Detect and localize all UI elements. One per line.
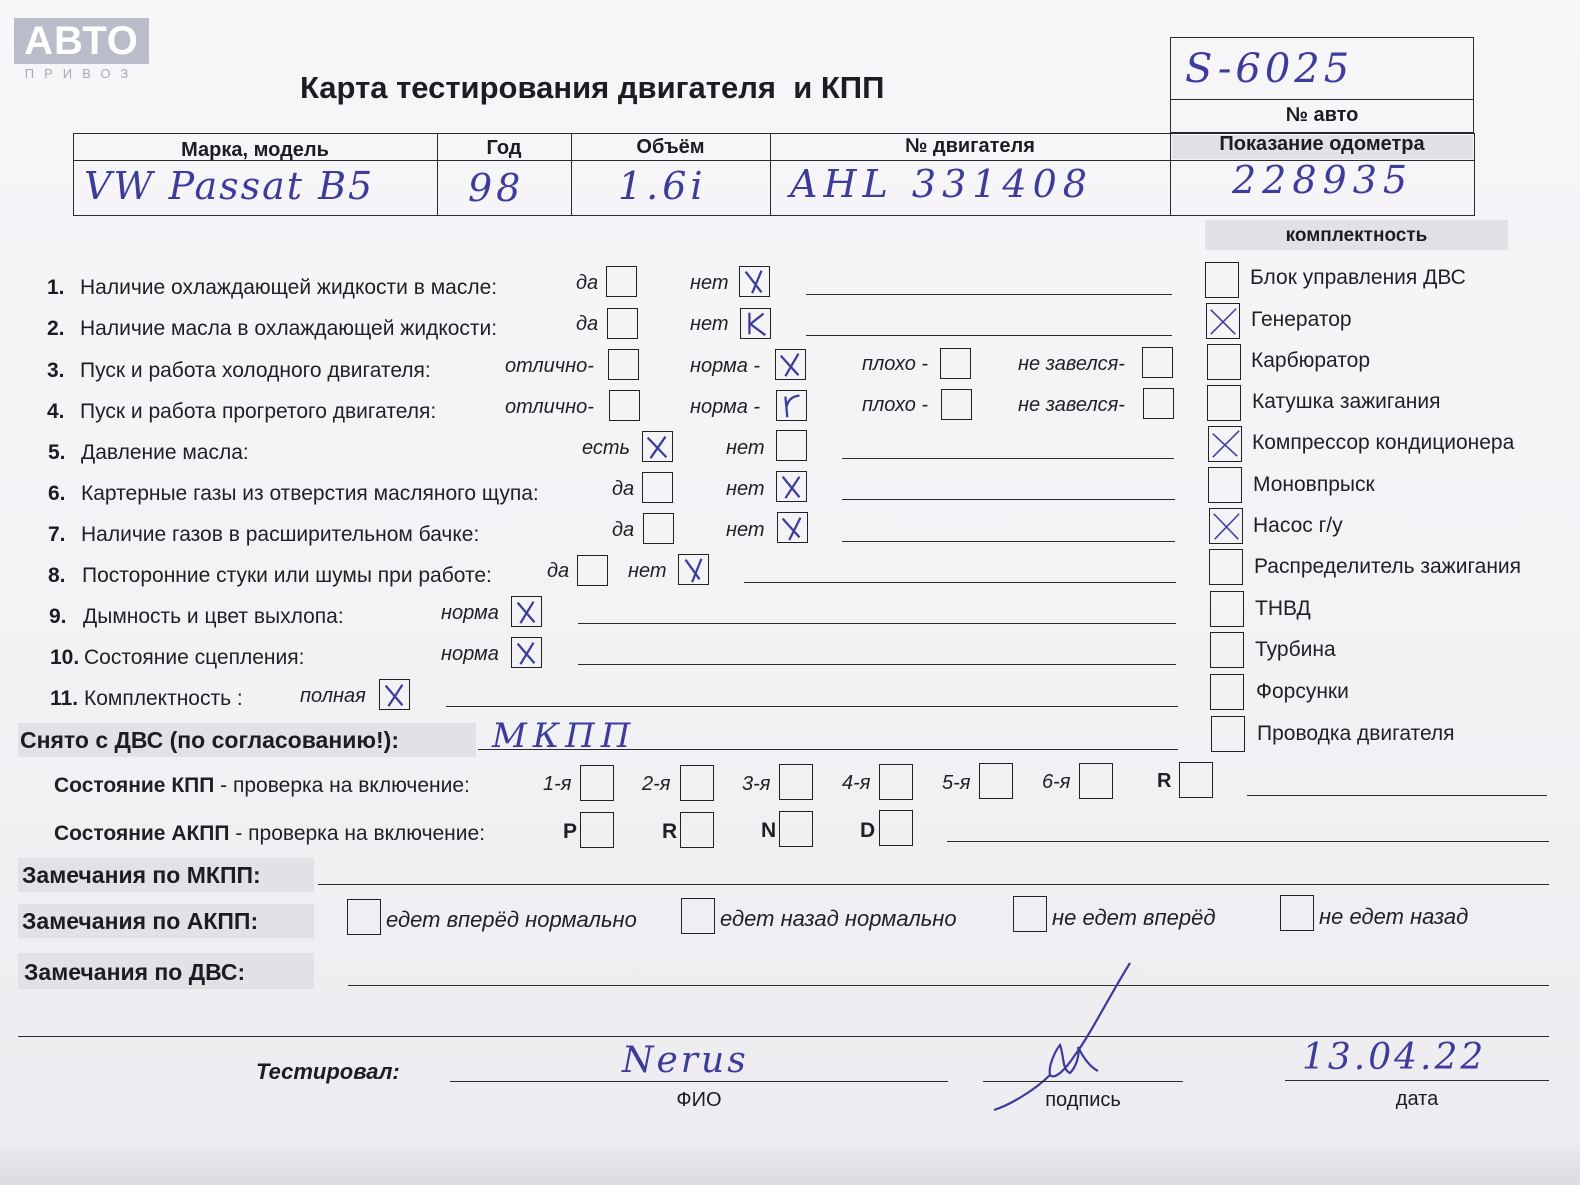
check-6-option-yes: да <box>612 478 635 500</box>
check-4-option-bad: плохо - <box>862 394 929 416</box>
check-7-number: 7. <box>48 523 66 546</box>
completeness-item-1: Генератор <box>1251 308 1352 331</box>
logo-main: АВТО <box>14 18 149 64</box>
check-4-bad-checkbox[interactable] <box>941 389 972 420</box>
auto-reverse-ok-checkbox[interactable] <box>681 898 715 934</box>
completeness-item-3: Катушка зажигания <box>1252 390 1441 413</box>
mode-r-label: R <box>662 820 678 843</box>
completeness-checkbox-0[interactable] <box>1205 262 1239 298</box>
make-value: VW Passat B5 <box>84 164 375 208</box>
check-3-excellent-checkbox[interactable] <box>608 349 639 380</box>
remarks-auto-label: Замечания по АКПП: <box>22 908 259 934</box>
gear-6-label: 6-я <box>1042 771 1071 793</box>
completeness-checkbox-2[interactable] <box>1207 344 1241 380</box>
gear-5-label: 5-я <box>942 772 971 794</box>
check-2-number: 2. <box>47 317 65 340</box>
check-7-yes-checkbox[interactable] <box>643 513 674 544</box>
gear-r-checkbox[interactable] <box>1179 762 1213 798</box>
check-5-option-yes: есть <box>582 437 631 459</box>
check-2-option-no: нет <box>690 313 729 335</box>
check-1-label: Наличие охлаждающей жидкости в масле: <box>80 276 498 299</box>
check-8-yes-checkbox[interactable] <box>577 555 608 586</box>
volume-label: Объём <box>636 136 705 158</box>
completeness-checkbox-3[interactable] <box>1207 385 1241 421</box>
completeness-checkbox-8[interactable] <box>1210 591 1244 627</box>
auto-gearbox-label-rest: - проверка на включение: <box>229 822 486 845</box>
completeness-item-2: Карбюратор <box>1251 349 1371 372</box>
completeness-item-9: Турбина <box>1255 638 1336 661</box>
auto-gearbox-label <box>54 822 485 846</box>
completeness-checkbox-9[interactable] <box>1210 632 1244 668</box>
check-10-number: 10. <box>50 646 80 669</box>
check-9-normal-checkbox[interactable] <box>511 596 542 627</box>
check-10-normal-checkbox[interactable] <box>511 637 542 668</box>
auto-forward-ok-label: едет вперёд нормально <box>386 907 637 932</box>
check-2-label: Наличие масла в охлаждающей жидкости: <box>80 317 498 340</box>
check-8-option-yes: да <box>547 560 570 582</box>
check-4-label: Пуск и работа прогретого двигателя: <box>80 400 437 423</box>
check-3-option-normal: норма - <box>690 355 761 377</box>
gear-6-checkbox[interactable] <box>1079 763 1113 799</box>
check-1-number: 1. <box>47 276 65 299</box>
tester-name-value: Nerus <box>622 1040 749 1081</box>
odometer-label: Показание одометра <box>1219 133 1425 155</box>
remarks-manual-label: Замечания по МКПП: <box>22 862 261 888</box>
check-4-option-excellent: отлично- <box>505 396 594 418</box>
check-1-option-yes: да <box>576 272 599 294</box>
auto-no-forward-checkbox[interactable] <box>1013 896 1047 932</box>
check-11-option-full: полная <box>300 685 366 707</box>
check-1-yes-checkbox[interactable] <box>606 266 637 297</box>
date-label: дата <box>1395 1088 1439 1110</box>
completeness-item-10: Форсунки <box>1256 680 1349 703</box>
mode-p-label: P <box>563 820 578 843</box>
gear-3-label: 3-я <box>742 773 771 795</box>
odometer-value: 228935 <box>1232 158 1414 202</box>
check-3-number: 3. <box>47 359 65 382</box>
gear-5-checkbox[interactable] <box>979 763 1013 799</box>
gear-2-label: 2-я <box>642 773 671 795</box>
check-2-no-checkbox[interactable] <box>740 308 771 339</box>
completeness-checkbox-11[interactable] <box>1211 716 1245 752</box>
check-6-label: Картерные газы из отверстия масляного щупа: <box>81 482 539 505</box>
check-5-number: 5. <box>48 441 66 464</box>
date-value: 13.04.22 <box>1302 1037 1487 1078</box>
year-label: Год <box>486 137 522 159</box>
paper-edge <box>0 1150 1580 1185</box>
removed-value: МКПП <box>492 716 637 756</box>
mode-n-label: N <box>761 819 777 842</box>
completeness-item-0: Блок управления ДВС <box>1250 266 1466 289</box>
check-8-option-no: нет <box>628 560 667 582</box>
check-4-number: 4. <box>47 400 65 423</box>
completeness-checkbox-10[interactable] <box>1210 674 1244 710</box>
completeness-title: комплектность <box>1285 225 1428 246</box>
logo <box>14 18 149 82</box>
check-5-label: Давление масла: <box>81 441 249 464</box>
completeness-item-4: Компрессор кондиционера <box>1252 431 1515 454</box>
check-4-option-normal: норма - <box>690 396 761 418</box>
auto-number-label: № авто <box>1285 104 1359 126</box>
check-10-option-normal: норма <box>441 643 499 665</box>
auto-number-value: S-6025 <box>1185 46 1354 92</box>
completeness-checkbox-1[interactable] <box>1206 303 1240 339</box>
check-10-label: Состояние сцепления: <box>84 646 305 669</box>
check-1-option-no: нет <box>690 272 729 294</box>
check-9-number: 9. <box>49 605 67 628</box>
completeness-checkbox-5[interactable] <box>1208 467 1242 503</box>
manual-gearbox-label <box>54 774 470 798</box>
logo-sub: ПРИВОЗ <box>24 66 139 81</box>
completeness-checkbox-7[interactable] <box>1209 549 1243 585</box>
gear-3-checkbox[interactable] <box>779 764 813 800</box>
completeness-checkbox-4[interactable] <box>1208 426 1242 462</box>
completeness-checkbox-6[interactable] <box>1209 508 1243 544</box>
check-7-option-no: нет <box>726 519 765 541</box>
tester-name-label: ФИО <box>676 1089 722 1111</box>
auto-no-forward-label: не едет вперёд <box>1052 905 1216 930</box>
auto-reverse-ok-label: едет назад нормально <box>720 906 957 931</box>
mode-p-checkbox[interactable] <box>580 812 614 848</box>
check-9-option-normal: норма <box>441 602 499 624</box>
check-3-normal-checkbox[interactable] <box>775 349 806 380</box>
year-value: 98 <box>468 166 525 210</box>
check-8-label: Посторонние стуки или шумы при работе: <box>82 564 492 587</box>
volume-value: 1.6i <box>618 164 707 208</box>
completeness-item-7: Распределитель зажигания <box>1254 555 1522 578</box>
check-5-no-checkbox[interactable] <box>776 430 807 461</box>
check-3-option-bad: плохо - <box>862 353 929 375</box>
check-5-yes-checkbox[interactable] <box>642 431 673 462</box>
check-11-number: 11. <box>50 687 79 710</box>
check-3-bad-checkbox[interactable] <box>940 348 971 379</box>
check-4-normal-checkbox[interactable] <box>776 390 807 421</box>
check-11-full-checkbox[interactable] <box>379 679 410 710</box>
check-7-no-checkbox[interactable] <box>777 512 808 543</box>
check-11-label: Комплектность : <box>84 687 243 710</box>
signature-label: подпись <box>1045 1089 1121 1111</box>
check-6-yes-checkbox[interactable] <box>642 472 673 503</box>
engine-label: № двигателя <box>905 135 1035 157</box>
mode-r-checkbox[interactable] <box>680 812 714 848</box>
mode-n-checkbox[interactable] <box>779 811 813 847</box>
check-3-option-no-start: не завелся- <box>1018 353 1125 375</box>
manual-gearbox-label-rest: - проверка на включение: <box>214 774 470 797</box>
mode-d-checkbox[interactable] <box>879 810 913 846</box>
completeness-item-11: Проводка двигателя <box>1257 722 1455 745</box>
gear-2-checkbox[interactable] <box>680 765 714 801</box>
auto-no-reverse-label: не едет назад <box>1319 904 1469 929</box>
gear-1-checkbox[interactable] <box>580 765 614 801</box>
check-7-label: Наличие газов в расширительном бачке: <box>81 523 480 546</box>
engine-value: AHL 331408 <box>790 162 1093 206</box>
gear-4-label: 4-я <box>842 772 871 794</box>
check-9-label: Дымность и цвет выхлопа: <box>83 605 344 628</box>
check-8-number: 8. <box>48 564 66 587</box>
completeness-item-5: Моновпрыск <box>1253 473 1375 496</box>
check-4-option-no-start: не завелся- <box>1018 394 1125 416</box>
check-6-number: 6. <box>48 482 66 505</box>
check-4-no-start-checkbox[interactable] <box>1143 388 1174 419</box>
check-6-option-no: нет <box>726 478 765 500</box>
check-5-option-no: нет <box>726 437 765 459</box>
check-8-no-checkbox[interactable] <box>678 554 709 585</box>
make-label: Марка, модель <box>181 139 329 161</box>
auto-no-reverse-checkbox[interactable] <box>1280 895 1314 931</box>
check-4-excellent-checkbox[interactable] <box>609 390 640 421</box>
completeness-item-8: ТНВД <box>1255 597 1311 620</box>
page-title: Карта тестирования двигателя и КПП <box>300 70 885 105</box>
check-1-no-checkbox[interactable] <box>739 266 770 297</box>
mode-d-label: D <box>860 819 876 842</box>
completeness-list <box>1205 258 1545 758</box>
manual-gearbox-label-bold: Состояние КПП <box>54 774 215 797</box>
auto-gearbox-label-bold: Состояние АКПП <box>54 822 230 845</box>
check-6-no-checkbox[interactable] <box>776 471 807 502</box>
gear-4-checkbox[interactable] <box>879 764 913 800</box>
check-3-label: Пуск и работа холодного двигателя: <box>80 359 431 382</box>
gear-1-label: 1-я <box>543 773 572 795</box>
auto-forward-ok-checkbox[interactable] <box>347 899 381 935</box>
tested-label: Тестировал: <box>256 1059 400 1084</box>
check-7-option-yes: да <box>612 519 635 541</box>
completeness-item-6: Насос г/у <box>1253 514 1343 537</box>
check-3-no-start-checkbox[interactable] <box>1142 347 1173 378</box>
remarks-engine-label: Замечания по ДВС: <box>24 959 246 985</box>
check-2-yes-checkbox[interactable] <box>607 308 638 339</box>
gear-r-label: R <box>1157 770 1172 792</box>
check-2-option-yes: да <box>576 313 599 335</box>
check-3-option-excellent: отлично- <box>505 355 594 377</box>
removed-label: Снято с ДВС (по согласованию!): <box>20 727 399 753</box>
